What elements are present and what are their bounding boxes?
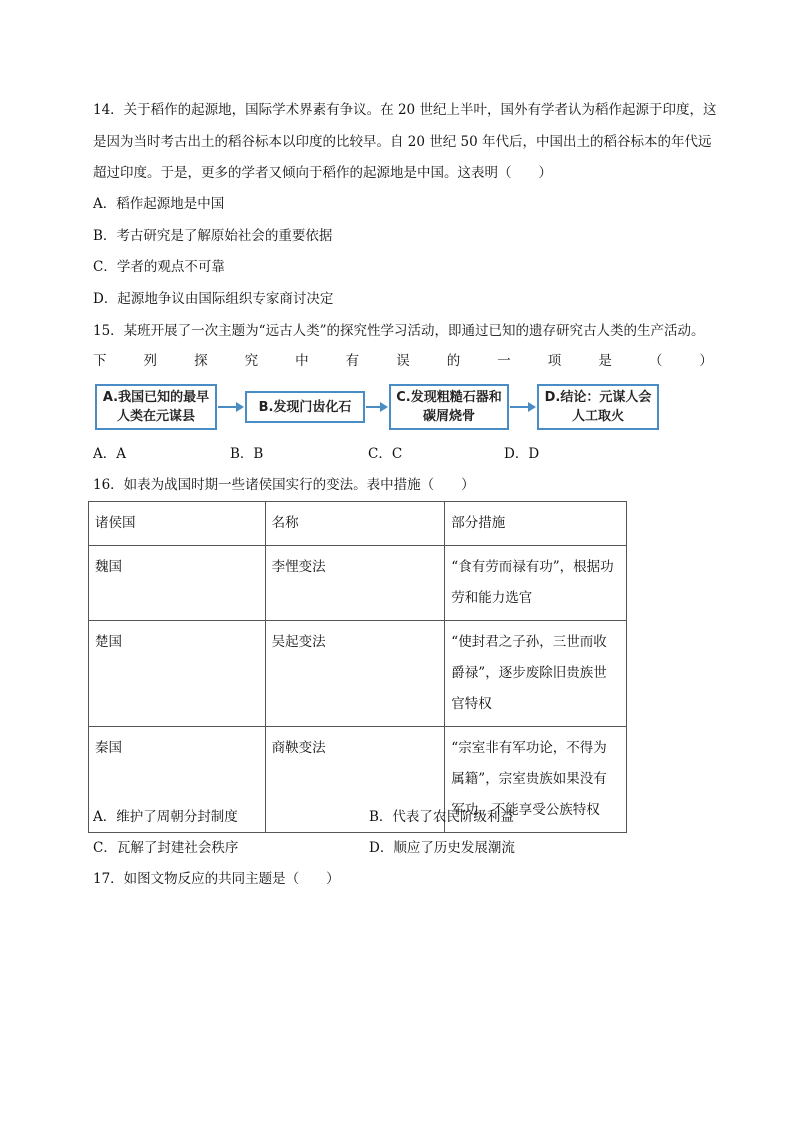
table-cell-state: 楚国 <box>89 621 266 727</box>
table-cell-measures: “使封君之子孙，三世而收爵禄”，逐步废除旧贵族世官特权 <box>445 621 627 727</box>
q15-stem-char: 误 <box>396 353 410 369</box>
q15-stem-char: 一 <box>497 353 511 369</box>
flow-box-a <box>95 384 217 430</box>
q15-stem-char: 究 <box>244 353 259 369</box>
table-cell-state: 秦国 <box>89 727 266 833</box>
flow-arrow-icon <box>217 399 245 415</box>
q15-stem-line1: 15．某班开展了一次主题为“远古人类”的探究性学习活动，即通过已知的遗存研究古人类的生产活动。 <box>93 323 705 339</box>
q14-stem-line3: 超过印度。于是，更多的学者又倾向于稻作的起源地是中国。这表明（ ） <box>93 165 552 181</box>
q15-stem-line2 <box>93 352 713 370</box>
q15-stem-char: 中 <box>295 353 309 369</box>
q15-option-d[interactable]: D．D <box>504 446 540 462</box>
flow-box-c-label: C.发现粗糙石器和碳屑烧骨 <box>396 390 502 424</box>
q14-option-a[interactable]: A．稻作起源地是中国 <box>93 196 225 212</box>
flow-box-d-label: D.结论：元谋人会人工取火 <box>544 390 652 424</box>
flow-box-b <box>245 391 365 423</box>
q16-stem: 16．如表为战国时期一些诸侯国实行的变法。表中措施（ ） <box>93 477 475 493</box>
q15-stem-char: 是 <box>598 353 612 369</box>
q14-stem-line2: 是因为当时考古出土的稻谷标本以印度的比较早。自 20 世纪 50 年代后，中国出土的稻谷标本的年代远 <box>93 134 712 150</box>
q15-stem-char: 的 <box>446 353 461 369</box>
q16-option-b[interactable]: B．代表了农民阶级利益 <box>369 809 514 825</box>
table-row <box>89 621 627 727</box>
q15-option-c[interactable]: C．C <box>368 446 403 462</box>
q15-stem-char: 探 <box>194 353 208 369</box>
reform-table <box>88 501 627 833</box>
q15-stem-char: ） <box>699 353 713 369</box>
q17-stem: 17．如图文物反应的共同主题是（ ） <box>93 871 340 887</box>
table-header-cell: 部分措施 <box>445 502 627 546</box>
q15-option-a[interactable]: A．A <box>93 446 126 462</box>
q15-stem-char: 列 <box>143 353 158 369</box>
q16-option-c[interactable]: C．瓦解了封建社会秩序 <box>93 840 239 856</box>
q15-stem-char: 下 <box>93 353 107 369</box>
table-header-cell: 诸侯国 <box>89 502 266 546</box>
q15-option-b[interactable]: B．B <box>230 446 264 462</box>
table-header-cell: 名称 <box>265 502 445 546</box>
q14-option-d[interactable]: D．起源地争议由国际组织专家商讨决定 <box>93 291 334 307</box>
q16-option-a[interactable]: A．维护了周朝分封制度 <box>93 809 238 825</box>
flow-box-c <box>389 384 509 430</box>
q15-stem-char: （ <box>648 353 663 369</box>
flow-box-a-label: A.我国已知的最早人类在元谋县 <box>102 390 210 424</box>
q14-option-b[interactable]: B．考古研究是了解原始社会的重要依据 <box>93 228 333 244</box>
q14-stem-line1: 14．关于稻作的起源地，国际学术界素有争议。在 20 世纪上半叶，国外有学者认为稻作起源于印度，这 <box>93 102 717 118</box>
table-cell-reform: 李悝变法 <box>265 546 445 621</box>
flow-box-b-label: B.发现门齿化石 <box>258 399 352 415</box>
q15-stem-char: 项 <box>547 353 562 369</box>
table-cell-state: 魏国 <box>89 546 266 621</box>
table-cell-reform: 商鞅变法 <box>265 727 445 833</box>
q15-stem-char: 有 <box>345 353 360 369</box>
flow-box-d <box>537 384 659 430</box>
flow-arrow-icon <box>509 399 537 415</box>
table-cell-measures: “宗室非有军功论，不得为属籍”，宗室贵族如果没有军功，不能享受公族特权 <box>445 727 627 833</box>
flow-arrow-icon <box>365 399 389 415</box>
table-cell-reform: 吴起变法 <box>265 621 445 727</box>
table-cell-measures: “食有劳而禄有功”，根据功劳和能力选官 <box>445 546 627 621</box>
table-header-row <box>89 502 627 546</box>
q14-option-c[interactable]: C．学者的观点不可靠 <box>93 259 225 275</box>
table-row <box>89 546 627 621</box>
q16-option-d[interactable]: D．顺应了历史发展潮流 <box>369 840 515 856</box>
